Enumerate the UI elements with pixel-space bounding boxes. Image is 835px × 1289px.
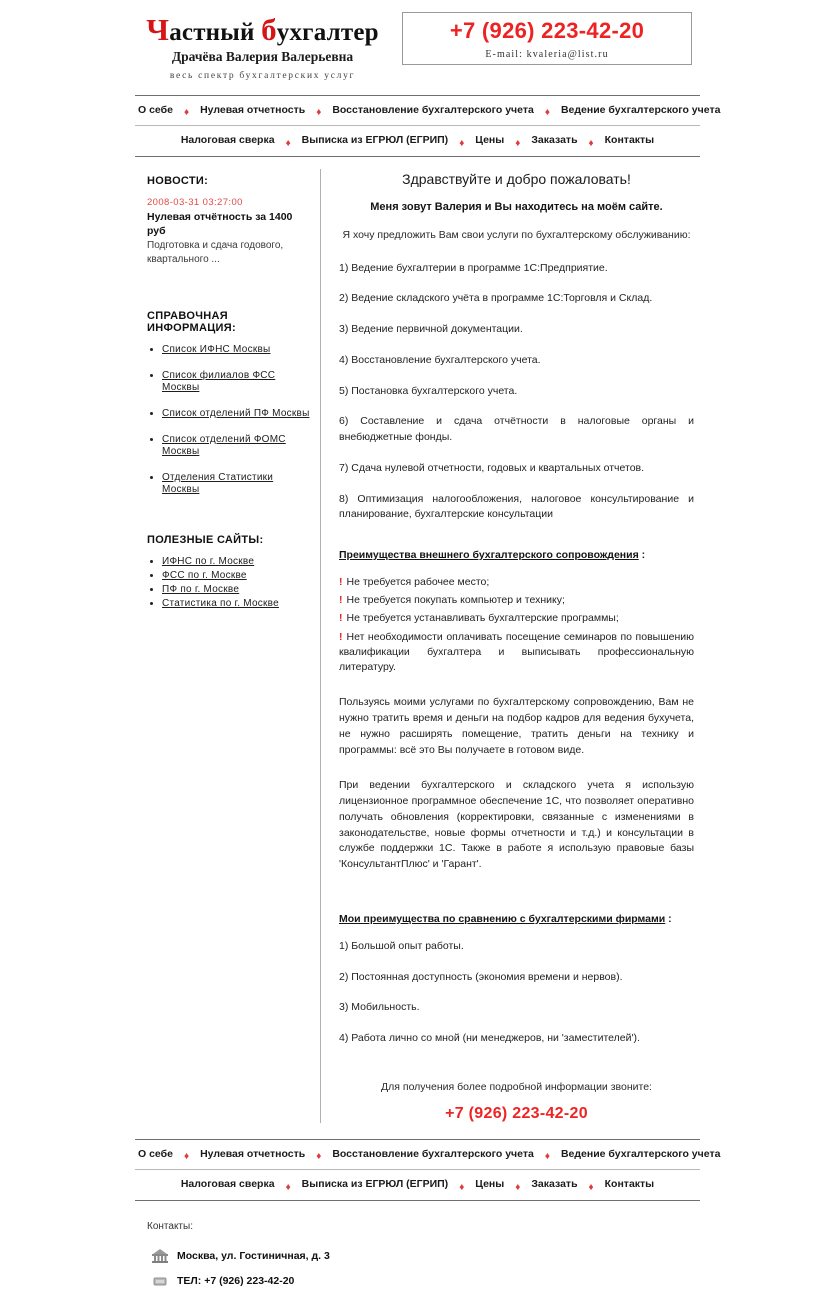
footer-gap [0, 1123, 835, 1139]
paragraph-benefits: Пользуясь моими услугами по бухгалтерскому сопровождению, Вам не нужно тратить время и деньги на подбор кадров для ведения бухучета, не нужно расширять помещение, тратить деньги на технику и программы: всё это Вы получаете в готовом виде. [339, 696, 694, 756]
footer-nav-item-2[interactable]: Выписка из ЕГРЮЛ (ЕГРИП) [301, 1178, 449, 1191]
building-icon [151, 1248, 169, 1264]
exclamation-icon: ! [339, 612, 343, 625]
reference-heading: СПРАВОЧНАЯ ИНФОРМАЦИЯ: [147, 309, 236, 334]
brand-tagline: весь спектр бухгалтерских услуг [169, 70, 356, 81]
footer-nav-row-1 [135, 1140, 721, 1170]
exclamation-icon: ! [339, 594, 343, 607]
useful-link-2[interactable]: ФСС по г. Москве [162, 569, 247, 581]
contact-phone-text: ТЕЛ: +7 (926) 223-42-20 [177, 1274, 295, 1287]
nav-separator-diamond-icon: ♦ [459, 137, 465, 149]
service-item-6: 6) Составление и сдача отчётности в налоговые органы и внебюджетные фонды. [339, 415, 694, 444]
advantage-item-text: Не требуется рабочее место; [346, 576, 490, 589]
exclamation-icon: ! [339, 576, 343, 589]
advantage-item-text: Не требуется покупать компьютер и технику; [346, 594, 565, 607]
nav-separator-diamond-icon: ♦ [285, 137, 291, 149]
compare-item-4: 4) Работа лично со мной (ни менеджеров, ни 'заместителей'). [339, 1032, 640, 1045]
compare-item-3: 3) Мобильность. [339, 1001, 420, 1014]
advantage-item-2 [339, 593, 694, 608]
reference-link-2[interactable]: Список филиалов ФСС Москвы [162, 369, 276, 393]
contact-address-text: Москва, ул. Гостиничная, д. 3 [177, 1249, 330, 1262]
advantage-item-text: Нет необходимости оплачивать посещение семинаров по повышению квалификации бухгалтера и выписывать профессиональную литературу. [339, 630, 694, 674]
news-title[interactable]: Нулевая отчётность за 1400 руб [147, 210, 293, 237]
nav-item-4[interactable]: Ведение бухгалтерского учета [560, 103, 721, 116]
service-item-8: 8) Оптимизация налогообложения, налоговое консультирование и планирование, бухгалтерские консультации [339, 492, 694, 521]
main-columns [135, 157, 700, 1123]
site-header [135, 0, 700, 81]
nav-separator-diamond-icon: ♦ [588, 1181, 594, 1193]
nav-separator-diamond-icon: ♦ [544, 1151, 550, 1163]
reference-link-list [147, 344, 310, 496]
nav-separator-diamond-icon: ♦ [183, 1151, 190, 1163]
primary-nav-row-1 [135, 96, 721, 126]
advantage-item-1 [339, 575, 694, 590]
nav-separator-diamond-icon: ♦ [459, 1181, 465, 1193]
news-excerpt: Подготовка и сдача годового, квартального ... [147, 239, 284, 266]
advantage-item-4 [339, 630, 694, 676]
nav-separator-diamond-icon: ♦ [515, 1181, 521, 1193]
useful-link-4[interactable]: Статистика по г. Москве [162, 597, 279, 609]
list-item [162, 598, 310, 610]
footer-nav-item-2[interactable]: Нулевая отчетность [200, 1147, 306, 1160]
service-item-4: 4) Восстановление бухгалтерского учета. [339, 353, 541, 366]
nav-separator-diamond-icon: ♦ [285, 1181, 291, 1193]
list-item [162, 344, 310, 356]
advantages-heading-text: Преимущества внешнего бухгалтерского сопровождения [339, 549, 639, 562]
intro-lead: Я хочу предложить Вам свои услуги по бухгалтерскому обслуживанию: [342, 228, 691, 241]
service-item-2: 2) Ведение складского учёта в программе 1С:Торговля и Склад. [339, 292, 653, 305]
nav-separator-diamond-icon: ♦ [515, 137, 521, 149]
footer-nav-item-1[interactable]: Налоговая сверка [180, 1178, 275, 1191]
contacts-block [135, 1201, 700, 1289]
footer-nav-item-4[interactable]: Ведение бухгалтерского учета [560, 1147, 721, 1160]
exclamation-icon: ! [339, 630, 343, 643]
nav-separator-diamond-icon: ♦ [316, 1151, 322, 1163]
header-phone: +7 (926) 223-42-20 [449, 17, 645, 43]
brand-title-rest-2: ухгалтер [276, 19, 379, 46]
compare-item-2: 2) Постоянная доступность (экономия времени и нервов). [339, 970, 623, 983]
footer-nav-row-2 [135, 1170, 700, 1200]
footer-nav-item-4[interactable]: Заказать [531, 1178, 578, 1191]
nav-item-5[interactable]: Контакты [604, 134, 655, 147]
nav-separator-diamond-icon: ♦ [544, 107, 550, 119]
nav-item-3[interactable]: Цены [475, 134, 505, 147]
header-email: E-mail: kvaleria@list.ru [485, 48, 609, 60]
news-heading: НОВОСТИ: [147, 174, 209, 187]
reference-link-1[interactable]: Список ИФНС Москвы [162, 343, 271, 355]
service-item-7: 7) Сдача нулевой отчетности, годовых и квартальных отчетов. [339, 461, 645, 474]
nav-item-2[interactable]: Нулевая отчетность [200, 103, 306, 116]
compare-heading-suffix: : [665, 912, 672, 925]
nav-separator-diamond-icon: ♦ [183, 107, 190, 119]
list-item [162, 584, 310, 596]
advantages-heading [339, 549, 694, 561]
sidebar-spacer-1 [147, 268, 310, 304]
list-item [162, 570, 310, 582]
contacts-label: Контакты: [147, 1220, 193, 1232]
service-item-5: 5) Постановка бухгалтерского учета. [339, 384, 518, 397]
nav-separator-diamond-icon: ♦ [316, 107, 322, 119]
brand-title [135, 14, 390, 47]
footer-nav-item-3[interactable]: Восстановление бухгалтерского учета [332, 1147, 534, 1160]
footer-nav-item-3[interactable]: Цены [475, 1178, 505, 1191]
brand-title-rest-1: астный [169, 19, 262, 46]
advantage-item-3 [339, 611, 694, 626]
primary-nav-row-2 [135, 126, 700, 156]
useful-link-list [147, 556, 310, 610]
contact-address-row [151, 1248, 700, 1264]
brand-person-name: Драчёва Валерия Валерьевна [171, 48, 354, 64]
useful-sites-heading: ПОЛЕЗНЫЕ САЙТЫ: [147, 533, 264, 546]
phone-icon [151, 1273, 169, 1289]
main-content [321, 169, 700, 1123]
compare-heading [339, 913, 694, 925]
nav-separator-diamond-icon: ♦ [588, 137, 594, 149]
contact-phone-row [151, 1273, 700, 1289]
header-contact-box [402, 12, 692, 65]
compare-list [339, 939, 694, 1047]
list-item [162, 434, 310, 458]
services-list [339, 261, 694, 524]
service-item-1: 1) Ведение бухгалтерии в программе 1С:Предприятие. [339, 261, 608, 274]
list-item [162, 472, 310, 496]
list-item [162, 556, 310, 568]
nav-item-3[interactable]: Восстановление бухгалтерского учета [332, 103, 534, 116]
welcome-subheading: Меня зовут Валерия и Вы находитесь на моём сайте. [370, 200, 663, 213]
reference-link-4[interactable]: Список отделений ФОМС Москвы [162, 433, 286, 457]
list-item [162, 370, 310, 394]
nav-item-2[interactable]: Выписка из ЕГРЮЛ (ЕГРИП) [301, 134, 449, 147]
news-date: 2008-03-31 03:27:00 [147, 196, 243, 208]
compare-item-1: 1) Большой опыт работы. [339, 939, 464, 952]
brand-title-cap-1: Ч [146, 12, 170, 47]
advantages-heading-suffix: : [638, 549, 646, 562]
brand-title-cap-2: б [261, 12, 277, 47]
footer-nav-item-1[interactable]: О себе [138, 1147, 173, 1160]
list-item [162, 408, 310, 420]
nav-item-1[interactable]: Налоговая сверка [180, 134, 275, 147]
paragraph-software: При ведении бухгалтерского и складского учета я использую лицензионное программное обеспечение 1С, что позволяет оперативно получать обновления (корректировки, связанные с изменениями в законодательстве, новые формы отчетности и т.д.) и консультации в службе поддержки 1С. Также в работе я использую правовые базы 'КонсультантПлюс' и 'Гарант'. [339, 779, 694, 871]
cta-phone[interactable]: +7 (926) 223-42-20 [445, 1104, 588, 1122]
useful-link-3[interactable]: ПФ по г. Москве [162, 583, 240, 595]
cta-text: Для получения более подробной информации звоните: [381, 1080, 652, 1093]
compare-heading-text: Мои преимущества по сравнению с бухгалтерскими фирмами [339, 912, 666, 925]
nav-item-4[interactable]: Заказать [531, 134, 578, 147]
reference-link-5[interactable]: Отделения Статистики Москвы [162, 471, 274, 495]
advantages-list [339, 575, 694, 675]
reference-link-3[interactable]: Список отделений ПФ Москвы [162, 407, 310, 419]
left-sidebar [135, 169, 320, 1123]
brand-block [135, 12, 390, 81]
welcome-heading: Здравствуйте и добро пожаловать! [402, 170, 631, 187]
news-item [147, 197, 310, 268]
advantage-item-text: Не требуется устанавливать бухгалтерские программы; [346, 612, 619, 625]
footer-nav-item-5[interactable]: Контакты [604, 1178, 655, 1191]
nav-item-1[interactable]: О себе [138, 103, 173, 116]
useful-link-1[interactable]: ИФНС по г. Москве [162, 555, 255, 567]
service-item-3: 3) Ведение первичной документации. [339, 323, 523, 336]
